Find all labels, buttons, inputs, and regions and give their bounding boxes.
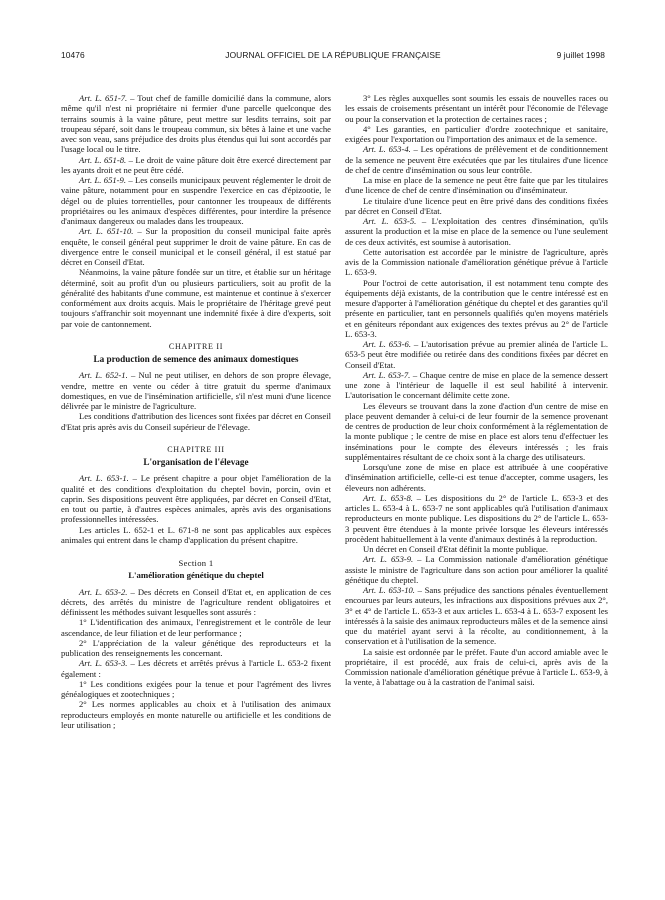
article-ref: Art. L. 653-7. (363, 369, 411, 380)
article-l651-9 (61, 175, 331, 226)
article-text: – La Commission nationale d'amélioration génétique assiste le ministre de l'agriculture dans son action pour améliorer la qualité génétique du cheptel. (345, 554, 608, 585)
list-item: 1° L'identification des animaux, l'enregistrement et le contrôle de leur ascendance, de leur filiation et de leur performance ; (61, 617, 331, 638)
paragraph: Les conditions d'attribution des licences sont fixées par décret en Conseil d'Etat pris après avis du Conseil supérieur de l'élevage. (61, 411, 331, 432)
article-ref: Art. L. 653-4. (363, 144, 411, 155)
article-text: – Des décrets en Conseil d'Etat et, en application de ces décrets, des arrêtés du ministre de l'agriculture rendent obligatoires et définissent les méthodes suivant lesquelles sont assurés : (61, 586, 331, 617)
right-column (345, 93, 608, 688)
list-item: 3° Les règles auxquelles sont soumis les essais de nouvelles races ou les essais de croisements présentant un intérêt pour l'économie de l'élevage ou pour la conservation et la protection de certaines races ; (345, 93, 608, 124)
article-text: – Sur la proposition du conseil municipal faite après enquête, le conseil général peut supprimer le droit de vaine pâture. En cas de divergence entre le conseil municipal et le conseil général, il est statué par décret en Conseil d'Etat. (61, 226, 331, 267)
article-text: – Chaque centre de mise en place de la semence dessert une zone à l'intérieur de laquelle il est seul habilité à intervenir. L'autorisation le concernant délimite cette zone. (345, 369, 608, 401)
article-ref: Art. L. 653-6. (363, 339, 411, 349)
article-l651-10 (61, 226, 331, 267)
article-text: – Les dispositions du 2° de l'article L. 653-3 et des articles L. 653-4 à L. 653-7 ne sont applicables qu'à l'utilisation d'animaux reproducteurs en monte publique. Les dispositions du 2° de l'article L. 653-3 peuvent être étendues à la monte privée lorsque les éleveurs intéressés procèdent habituellement à la vente d'animaux destinés à la reproduction. (345, 492, 608, 544)
paragraph: La mise en place de la semence ne peut être faite que par les titulaires d'une licence de chef de centre d'insémination ou d'inséminateur. (345, 175, 608, 196)
article-l653-9 (345, 554, 608, 585)
list-item: 4° Les garanties, en particulier d'ordre zootechnique et sanitaire, exigées pour l'exportation ou l'importation des animaux et de la semence. (345, 123, 608, 144)
paragraph: Lorsqu'une zone de mise en place est attribuée à une coopérative d'insémination artificielle, celle-ci est tenue d'accepter, comme usagers, les éleveurs non adhérents. (345, 462, 608, 493)
list-item: 1° Les conditions exigées pour la tenue et pour l'agrément des livres généalogiques et zootechniques ; (61, 678, 331, 699)
left-column (61, 93, 331, 730)
paragraph: La saisie est ordonnée par le préfet. Faute d'un accord amiable avec le propriétaire, il est procédé, aux frais de celui-ci, après avis de la Commission nationale d'amélioration génétique prévue à l'article L. 653-9, à la vente, à l'abattage ou à la castration de l'animal saisi. (345, 646, 608, 688)
article-ref: Art. L. 653-2. (79, 586, 128, 597)
chapter-3-label: CHAPITRE III (167, 444, 225, 454)
article-ref: Art. L. 651-7. (79, 93, 128, 103)
article-l651-8 (61, 155, 331, 176)
article-ref: Art. L. 653-3. (79, 658, 128, 669)
chapter-2-title: La production de semence des animaux domestiques (93, 354, 299, 364)
page-header (61, 50, 605, 64)
paragraph: Les articles L. 652-1 et L. 671-8 ne sont pas applicables aux espèces animales qui entrent dans le champ d'application du présent chapitre. (61, 524, 331, 545)
article-l653-5 (345, 216, 608, 247)
paragraph: Cette autorisation est accordée par le ministre de l'agriculture, après avis de la Commission nationale d'amélioration génétique prévue à l'article L. 653-9. (345, 246, 608, 278)
list-item: 2° Les normes applicables au choix et à l'utilisation des animaux reproducteurs employés en monte naturelle ou artificielle et les conditions de leur utilisation ; (61, 699, 331, 730)
article-text: – Sans préjudice des sanctions pénales éventuellement encourues par leurs auteurs, les infractions aux dispositions prévues aux 2°, 3° et 4° de l'article L. 653-3 et aux articles L. 653-4 à L. 653-7 exposent les intéressés à la saisie des animaux reproducteurs mâles et de la semence ainsi que du matériel ayant servi à la récolte, au conditionnement, à la conservation et à l'utilisation de la semence. (345, 585, 608, 647)
article-text: – Le présent chapitre a pour objet l'amélioration de la qualité et des conditions d'exploitation du cheptel bovin, porcin, ovin et caprin. Ses dispositions peuvent être appliquées, par décret en Conseil d'Etat, en tout ou partie, à d'autres espèces animales, après avis des organisations professionnelles intéressées. (61, 473, 332, 525)
article-text: – Les décrets et arrêtés prévus à l'article L. 653-2 fixent également : (61, 658, 331, 679)
article-l653-6 (345, 339, 608, 370)
article-ref: Art. L. 651-10. (79, 226, 134, 237)
section-1-title: L'amélioration génétique du cheptel (128, 570, 264, 581)
article-ref: Art. L. 653-8. (363, 492, 413, 503)
article-l653-10 (345, 585, 608, 647)
article-l653-8 (345, 493, 608, 544)
article-text: – L'autorisation prévue au premier alinéa de l'article L. 653-5 peut être modifiée ou retirée dans des conditions fixées par décret en Conseil d'Etat. (345, 339, 608, 370)
article-ref: Art. L. 653-9. (363, 554, 414, 565)
paragraph: Pour l'octroi de cette autorisation, il est notamment tenu compte des équipements déjà existants, de la contribution que le centre intéressé est en mesure d'apporter à l'amélioration génétique du cheptel et des garanties qu'il présente en particulier, tant en personnels qualifiés qu'en moyens matériels et en géniteurs répondant aux exigences des textes prévus au 2° de l'article L. 653-3. (345, 277, 608, 339)
article-ref: Art. L. 653-5. (363, 216, 417, 226)
article-l653-7 (345, 370, 608, 401)
article-l653-1 (61, 473, 331, 524)
section-1-label: Section 1 (178, 558, 214, 568)
article-ref: Art. L. 653-10. (363, 585, 415, 595)
article-text: – L'exploitation des centres d'insémination, qu'ils assurent la production et la mise en place de la semence ou l'une seulement de ces deux activités, est soumise à autorisation. (345, 216, 608, 247)
article-l653-2 (61, 587, 331, 618)
article-ref: Art. L. 651-9. (79, 175, 126, 185)
list-item: 2° L'appréciation de la valeur génétique des reproducteurs et la publication des renseignements les concernant. (61, 637, 331, 658)
paragraph: Néanmoins, la vaine pâture fondée sur un titre, et établie sur un héritage déterminé, soit au profit d'un ou plusieurs particuliers, soit au profit de la généralité des habitants d'une commune, est maintenue et continue à s'exercer conformément aux droits acquis. Mais le propriétaire de l'héritage grevé peut toujours s'affranchir soit moyennant une indemnité fixée à dire d'experts, soit par voie de cantonnement. (61, 267, 331, 329)
article-text: – Tout chef de famille domicilié dans la commune, alors même qu'il n'est ni propriétaire ni fermier d'une parcelle quelconque des terrains soumis à la vaine pâture, peut mettre sur lesdits terrains, soit par troupeau séparé, soit dans le troupeau commun, six bêtes à laine et une vache avec son veau, sans préjudice des droits plus étendus qui lui sont accordés par l'usage local ou le titre. (61, 93, 331, 155)
chapter-3-title: L'organisation de l'élevage (143, 457, 249, 467)
article-ref: Art. L. 652-1. (79, 370, 128, 381)
article-text: – Le droit de vaine pâture doit être exercé directement par les ayants droit et ne peut être cédé. (61, 154, 331, 175)
article-text: – Les conseils municipaux peuvent réglementer le droit de vaine pâture, notamment pour en suspendre l'exercice en cas d'épizootie, le dégel ou de pluies torrentielles, pour cantonner les troupeaux de différents propriétaires ou les animaux d'espèces différentes, pour interdire la présence d'animaux dangereux ou malades dans les troupeaux. (61, 175, 331, 226)
page-number: 10476 (61, 50, 85, 60)
article-ref: Art. L. 651-8. (79, 154, 127, 165)
journal-title: JOURNAL OFFICIEL DE LA RÉPUBLIQUE FRANÇAISE (225, 50, 441, 60)
article-text: – Nul ne peut utiliser, en dehors de son propre élevage, vendre, mettre en vente ou céder à titre gratuit du sperme d'animaux domestiques, en vue de l'insémination artificielle, s'il n'est muni d'une licence délivrée par le ministre de l'agriculture. (61, 370, 331, 411)
article-ref: Art. L. 653-1. (79, 473, 129, 484)
article-l653-3 (61, 658, 331, 679)
chapter-2-label: CHAPITRE II (168, 341, 224, 351)
publication-date: 9 juillet 1998 (556, 50, 605, 60)
article-text: – Les opérations de prélèvement et de conditionnement de la semence ne peuvent être exécutées que par les titulaires d'une licence de chef de centre d'insémination ou sous leur contrôle. (345, 144, 608, 175)
article-l652-1 (61, 370, 331, 411)
paragraph: Les éleveurs se trouvant dans la zone d'action d'un centre de mise en place peuvent demander à celui-ci de leur fournir de la semence provenant de centres de production de leur choix conformément à la réglementation de la monte publique ; le centre de mise en place est alors tenu d'effectuer les inséminations pour le compte des éleveurs intéressés ; les frais supplémentaires résultant de ce choix sont à la charge des utilisateurs. (345, 400, 608, 462)
article-l651-7 (61, 93, 331, 155)
article-l653-4 (345, 144, 608, 175)
paragraph: Un décret en Conseil d'Etat définit la monte publique. (363, 544, 549, 554)
paragraph: Le titulaire d'une licence peut en être privé dans des conditions fixées par décret en Conseil d'Etat. (345, 195, 608, 216)
